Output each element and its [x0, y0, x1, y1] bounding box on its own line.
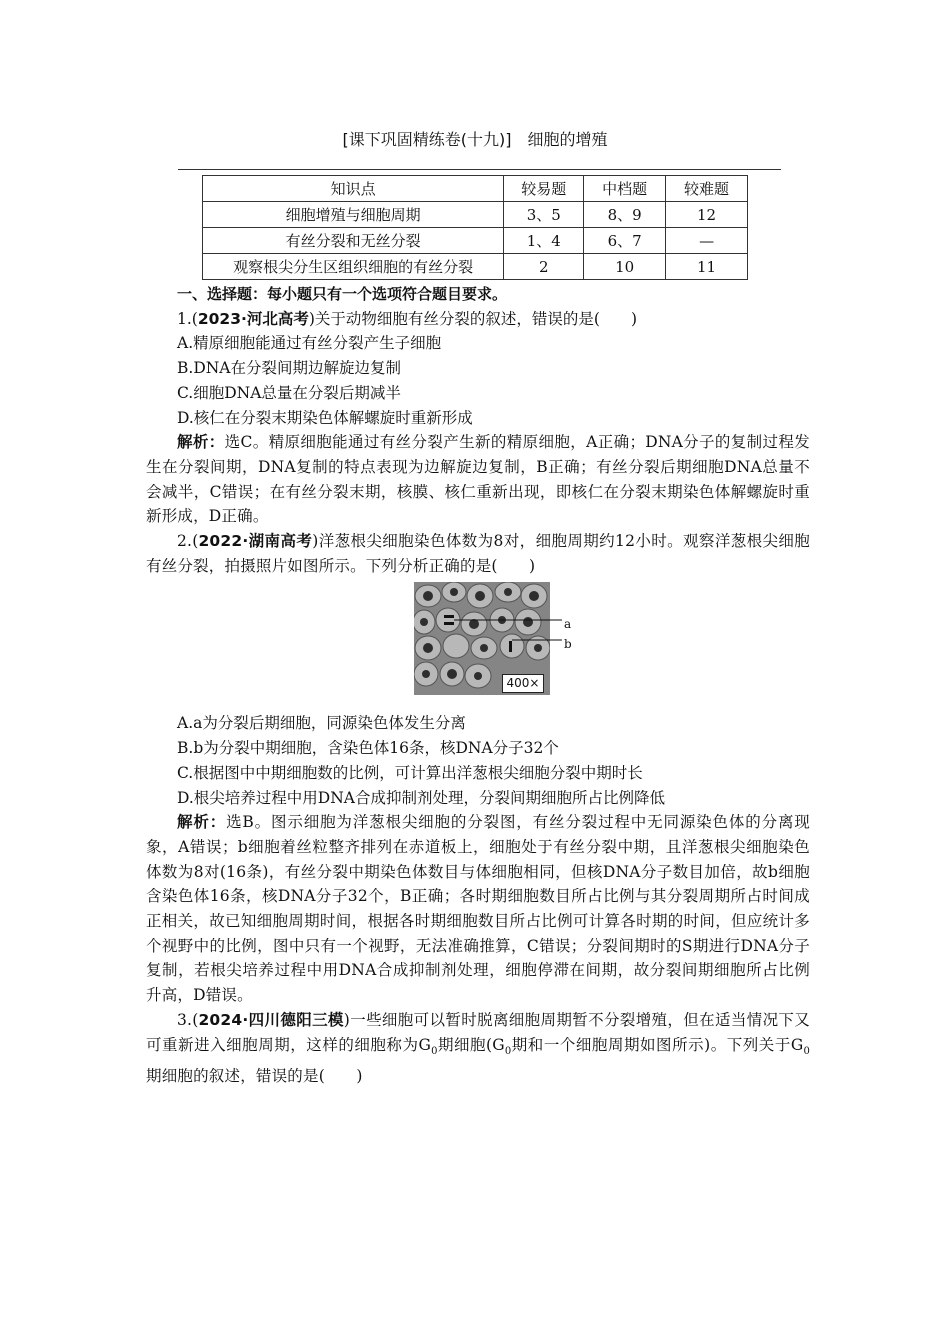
question-source: 2023·河北高考: [197, 309, 309, 328]
table-cell: 3、5: [504, 202, 584, 228]
table-cell: 12: [666, 202, 748, 228]
title-right: 细胞的增殖: [527, 130, 608, 149]
table-cell: 细胞增殖与细胞周期: [203, 202, 504, 228]
question-2-stem: 2.(2022·湖南高考)洋葱根尖细胞染色体数为8对，细胞周期约12小时。观察洋葱根尖细胞有丝分裂，拍摄照片如图所示。下列分析正确的是( ): [146, 532, 811, 575]
page-title: [0, 127, 950, 150]
figure-label-a: a: [564, 617, 572, 632]
title-rule: [178, 169, 781, 170]
option: A.精原细胞能通过有丝分裂产生子细胞: [177, 334, 442, 353]
option: B.b为分裂中期细胞，含染色体16条，核DNA分子32个: [177, 739, 559, 758]
option: A.a为分裂后期细胞，同源染色体发生分离: [177, 714, 466, 733]
magnification-badge: 400×: [502, 674, 544, 693]
option: C.根据图中中期细胞数的比例，可计算出洋葱根尖细胞分裂中期时长: [177, 763, 643, 782]
knowledge-table: [202, 175, 748, 280]
analysis-label: 解析：: [177, 433, 225, 452]
table-cell: 1、4: [504, 228, 584, 254]
pointer-lines: [414, 582, 566, 695]
table-cell: 有丝分裂和无丝分裂: [203, 228, 504, 254]
table-header: 较易题: [504, 176, 584, 202]
table-header: 较难题: [666, 176, 748, 202]
question-3-stem: 3.(2024·四川德阳三模)一些细胞可以暂时脱离细胞周期暂不分裂增殖，但在适当情况下又可重新进入细胞周期，这样的细胞称为$G_0$期细胞($G_0$期和一个细胞周期如图所示)。下列关于$G_0$期细胞的叙述，错误的是( ): [146, 1010, 810, 1086]
table-cell: 2: [504, 254, 584, 280]
table-cell: 8、9: [584, 202, 666, 228]
table-cell: 观察根尖分生区组织细胞的有丝分裂: [203, 254, 504, 280]
section-title: 一、选择题：每小题只有一个选项符合题目要求。: [177, 285, 508, 303]
table-cell: 10: [584, 254, 666, 280]
option: C.细胞DNA总量在分裂后期减半: [177, 383, 401, 402]
table-header: 知识点: [203, 176, 504, 202]
content: [146, 282, 810, 1089]
table-cell: 11: [666, 254, 748, 280]
table-row: [203, 202, 748, 228]
table-row: [203, 254, 748, 280]
figure-container: [146, 582, 810, 707]
question-1-analysis: 解析：选C。精原细胞能通过有丝分裂产生新的精原细胞，A正确；DNA分子的复制过程发生在分裂间期，DNA复制的特点表现为边解旋边复制，B正确；有丝分裂后期细胞DNA总量不会减半，C错误；在有丝分裂末期，核膜、核仁重新出现，即核仁在分裂末期染色体解螺旋时重新形成，D正确。: [146, 433, 810, 526]
option: D.根尖培养过程中用DNA合成抑制剂处理，分裂间期细胞所占比例降低: [177, 788, 665, 807]
table-row: [203, 228, 748, 254]
figure-label-b: b: [564, 637, 572, 652]
question-2-analysis: 解析：选B。图示细胞为洋葱根尖细胞的分裂图，有丝分裂过程中无同源染色体的分离现象，A错误；b细胞着丝粒整齐排列在赤道板上，细胞处于有丝分裂中期，且洋葱根尖细胞染色体数为8对(16条)，有丝分裂中期染色体数目与体细胞相同，但核DNA分子数目加倍，故b细胞含染色体16条，核DNA分子32个，B正确；各时期细胞数目所占比例与其分裂周期所占时间成正相关，故已知细胞周期时间，根据各时期细胞数目所占比例可计算各时期的时间，但应统计多个视野中的比例，图中只有一个视野，无法准确推算，C错误；分裂间期时的S期进行DNA分子复制，若根尖培养过程中用DNA合成抑制剂处理，细胞停滞在间期，故分裂间期细胞所占比例升高，D错误。: [146, 813, 810, 1005]
option: B.DNA在分裂间期边解旋边复制: [177, 359, 402, 378]
title-left: [课下巩固精练卷(十九)]: [342, 130, 512, 149]
table-cell: 6、7: [584, 228, 666, 254]
analysis-label: 解析：: [177, 813, 227, 832]
table-header-row: [203, 176, 748, 202]
table-header: 中档题: [584, 176, 666, 202]
table-cell: —: [666, 228, 748, 254]
question-source: 2022·湖南高考: [198, 532, 313, 551]
option: D.核仁在分裂末期染色体解螺旋时重新形成: [177, 408, 473, 427]
question-1-stem: 1.(2023·河北高考)关于动物细胞有丝分裂的叙述，错误的是( ): [177, 309, 638, 328]
question-source: 2024·四川德阳三模: [198, 1010, 344, 1029]
